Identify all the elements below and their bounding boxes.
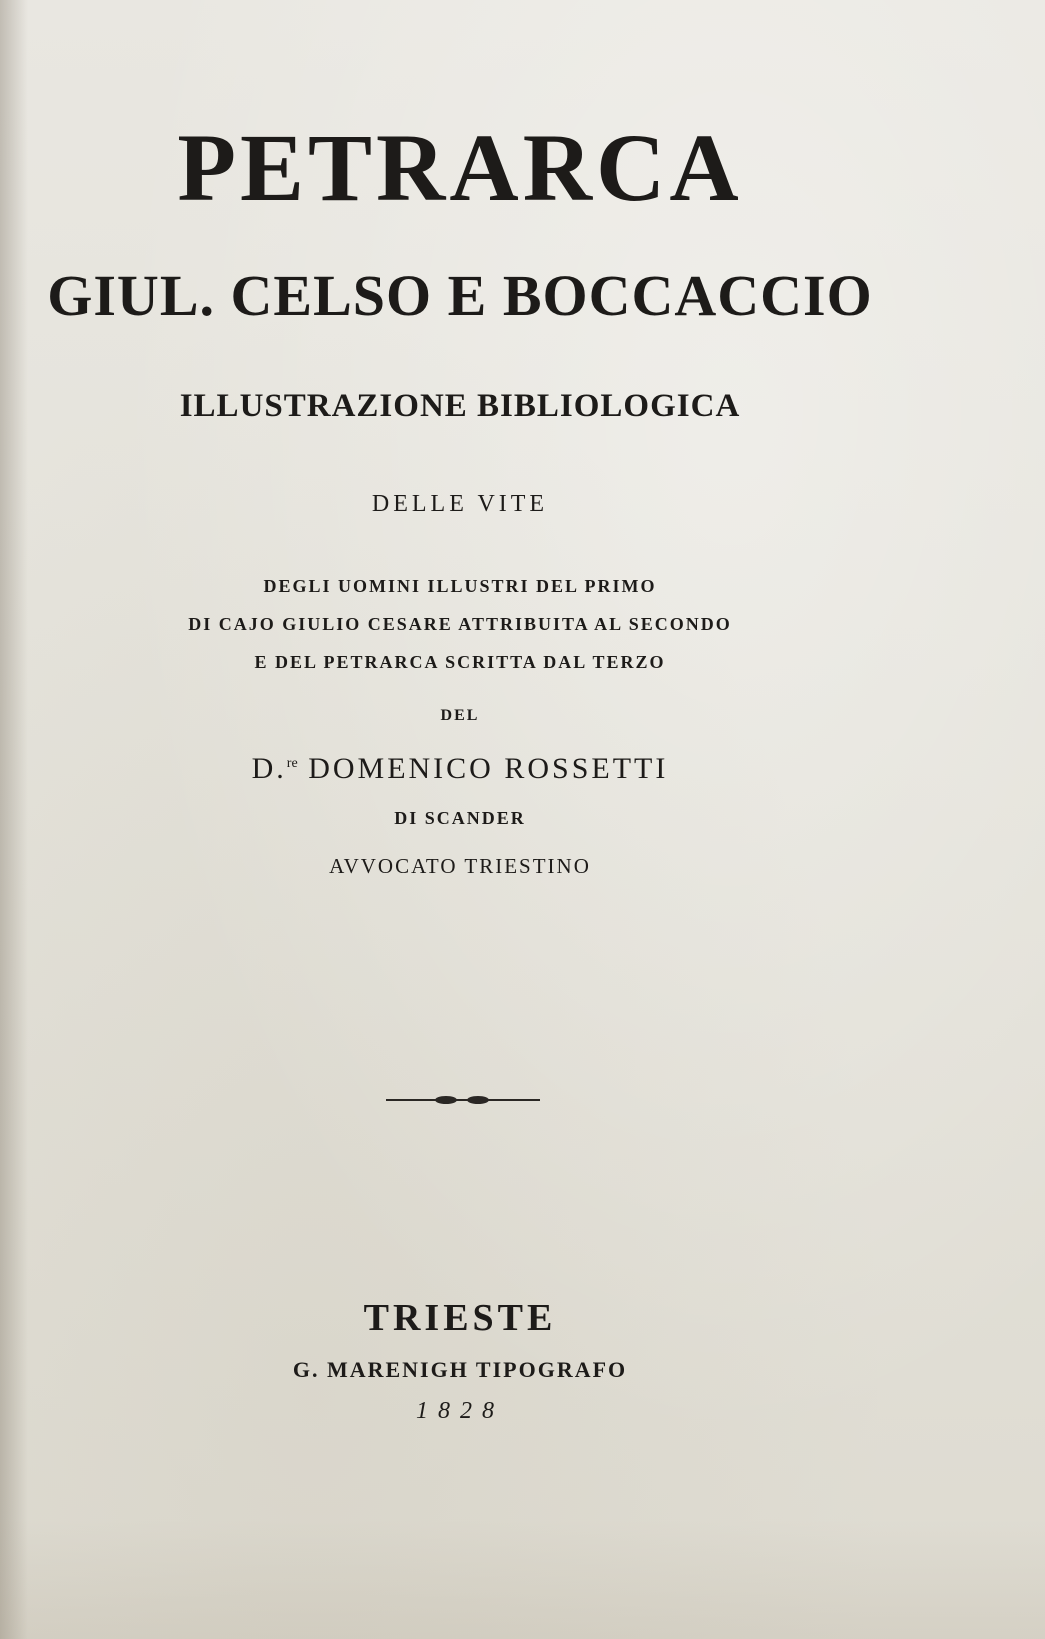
author-prefix-superscript: re <box>286 756 298 771</box>
ornament-rule-icon <box>386 1090 540 1110</box>
description-line-3: E DEL PETRARCA SCRITTA DAL TERZO <box>254 652 666 672</box>
book-subtitle: GIUL. CELSO E BOCCACCIO <box>47 263 873 328</box>
page-bottom-shading <box>0 1519 1045 1639</box>
book-description: ILLUSTRAZIONE BIBLIOLOGICA <box>179 388 741 424</box>
author-role: AVVOCATO TRIESTINO <box>329 854 591 878</box>
imprint-year: 1828 <box>416 1398 504 1424</box>
del-line: DEL <box>440 707 480 724</box>
description-line-1: DEGLI UOMINI ILLUSTRI DEL PRIMO <box>263 576 657 596</box>
author-line <box>0 752 920 786</box>
author-prefix: D. <box>251 752 287 785</box>
author-origin: DI SCANDER <box>394 808 526 828</box>
imprint-city: TRIESTE <box>363 1297 557 1339</box>
book-title: PETRARCA <box>177 114 743 221</box>
delle-vite-line: DELLE VITE <box>371 491 549 517</box>
author-name: DOMENICO ROSSETTI <box>308 752 669 785</box>
description-line-2: DI CAJO GIULIO CESARE ATTRIBUITA AL SECONDO <box>188 614 732 634</box>
imprint-printer: G. MARENIGH TIPOGRAFO <box>292 1357 628 1382</box>
